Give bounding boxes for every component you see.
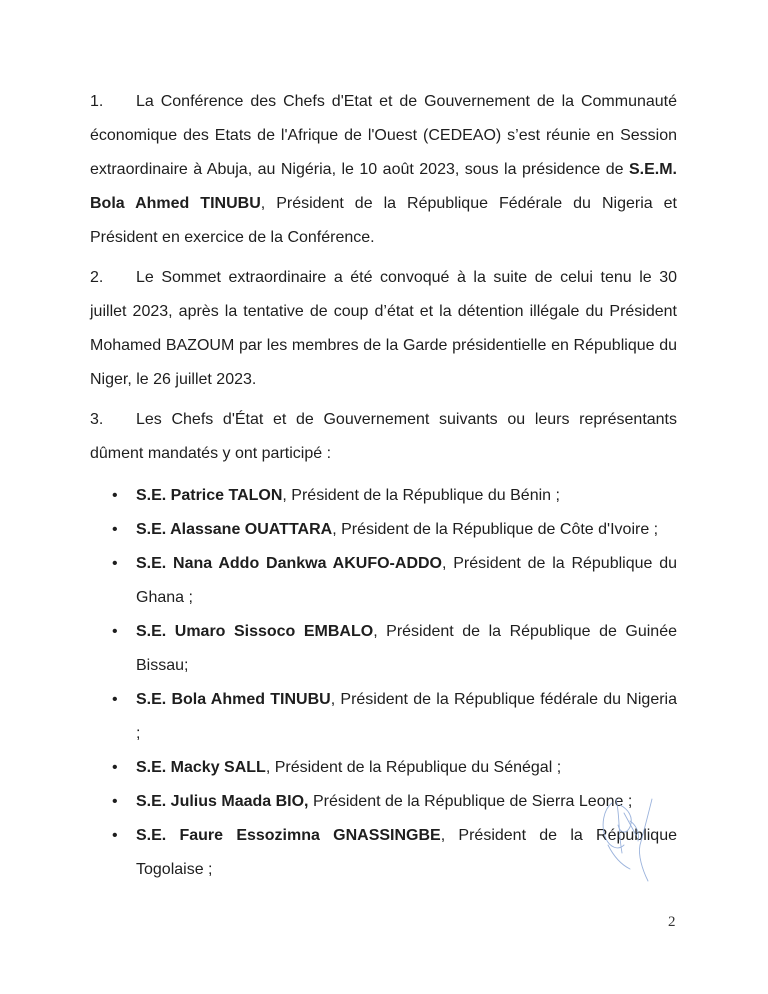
participant-name: S.E. Nana Addo Dankwa AKUFO-ADDO bbox=[136, 555, 442, 572]
bullet-icon: • bbox=[112, 521, 118, 538]
participant-name: S.E. Julius Maada BIO, bbox=[136, 793, 309, 810]
page-number: 2 bbox=[668, 914, 676, 930]
participant-name: S.E. Faure Essozimna GNASSINGBE bbox=[136, 827, 441, 844]
paragraph-bold-text: S.E.M. Bola Ahmed TINUBU bbox=[90, 161, 677, 212]
paragraph-text: Les Chefs d'État et de Gouvernement suivants ou leurs représentants dûment mandatés y ont participé : bbox=[90, 411, 677, 462]
participant-name: S.E. Alassane OUATTARA bbox=[136, 521, 333, 538]
participant-title: Président de la République de Sierra Leone ; bbox=[308, 793, 633, 810]
participant-name: S.E. Patrice TALON bbox=[136, 487, 283, 504]
list-item bbox=[90, 683, 677, 751]
paragraph-number: 1. bbox=[90, 93, 104, 110]
paragraph-text: Le Sommet extraordinaire a été convoqué à la suite de celui tenu le 30 juillet 2023, après la tentative de coup d’état et la détention illégale du Président Mohamed BAZOUM par les membres de la Garde présidentielle en République du Niger, le 26 juillet 2023. bbox=[90, 269, 677, 388]
participant-title: , Président de la République Togolaise ; bbox=[136, 827, 677, 878]
participant-name: S.E. Macky SALL bbox=[136, 759, 266, 776]
list-item bbox=[90, 819, 677, 887]
list-item bbox=[90, 547, 677, 615]
paragraph-text: , Président de la République Fédérale du Nigeria et Président en exercice de la Conférence. bbox=[90, 195, 677, 246]
paragraph-number: 2. bbox=[90, 269, 104, 286]
bullet-icon: • bbox=[112, 691, 118, 708]
participant-title: , Président de la République du Sénégal ; bbox=[265, 759, 562, 776]
list-item bbox=[90, 513, 677, 547]
participant-title: , Président de la République du Ghana ; bbox=[136, 555, 677, 606]
paragraph-2 bbox=[90, 261, 677, 397]
list-item bbox=[90, 615, 677, 683]
participant-title: , Président de la République de Côte d'Ivoire ; bbox=[332, 521, 659, 538]
handwritten-initials bbox=[590, 795, 660, 885]
participant-title: , Président de la République de Guinée Bissau; bbox=[136, 623, 677, 674]
bullet-icon: • bbox=[112, 759, 118, 776]
paragraph-3 bbox=[90, 403, 677, 471]
bullet-icon: • bbox=[112, 827, 118, 844]
bullet-icon: • bbox=[112, 793, 118, 810]
document-page bbox=[90, 85, 677, 887]
list-item bbox=[90, 785, 677, 819]
paragraph-1 bbox=[90, 85, 677, 255]
participant-title: , Président de la République du Bénin ; bbox=[282, 487, 560, 504]
bullet-icon: • bbox=[112, 555, 118, 572]
participants-list bbox=[90, 479, 677, 887]
participant-title: , Président de la République fédérale du Nigeria ; bbox=[136, 691, 677, 742]
paragraph-text: La Conférence des Chefs d'Etat et de Gouvernement de la Communauté économique des Etats de l'Afrique de l'Ouest (CEDEAO) s’est réunie en Session extraordinaire à Abuja, au Nigéria, le 10 août 2023, sous la présidence de bbox=[90, 93, 677, 178]
participant-name: S.E. Umaro Sissoco EMBALO bbox=[136, 623, 374, 640]
bullet-icon: • bbox=[112, 623, 118, 640]
bullet-icon: • bbox=[112, 487, 118, 504]
list-item bbox=[90, 751, 677, 785]
paragraph-number: 3. bbox=[90, 411, 104, 428]
participant-name: S.E. Bola Ahmed TINUBU bbox=[136, 691, 331, 708]
list-item bbox=[90, 479, 677, 513]
